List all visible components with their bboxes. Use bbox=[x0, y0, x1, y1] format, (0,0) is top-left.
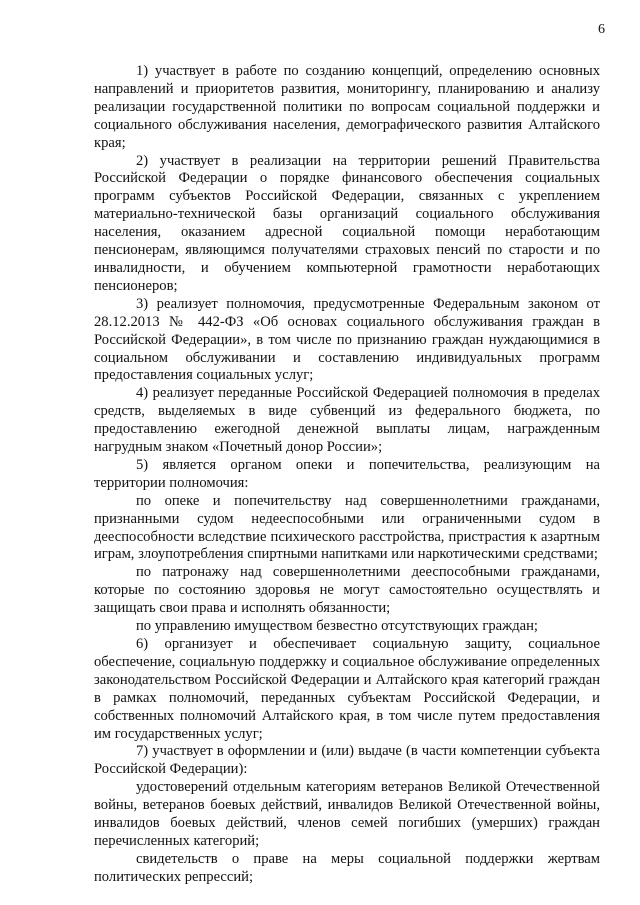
paragraph-5-guardianship: по опеке и попечительству над совершеннолетними гражданами, признанными судом недееспособными или ограниченными судом в дееспособности вследствие психического расстройства, пристрастия к азартным играм, злоупотребления спиртными напитками или наркотическими средствами; bbox=[94, 492, 600, 563]
paragraph-7-repression-certificates: свидетельств о праве на меры социальной поддержки жертвам политических репрессий; bbox=[94, 850, 600, 885]
paragraph-7: 7) участвует в оформлении и (или) выдаче (в части компетенции субъекта Российской Федерации): bbox=[94, 743, 600, 778]
paragraph-1: 1) участвует в работе по созданию концепций, определению основных направлений и приоритетов развития, мониторингу, планированию и анализу реализации государственной политики по вопросам социальной поддержки и социального обслуживания населения, демографического развития Алтайского края; bbox=[94, 63, 600, 151]
paragraph-5-patronage: по патронажу над совершеннолетними дееспособными гражданами, которые по состоянию здоровья не могут самостоятельно осуществлять и защищать свои права и исполнять обязанности; bbox=[94, 564, 600, 617]
paragraph-6: 6) организует и обеспечивает социальную защиту, социальное обеспечение, социальную поддержку и социальное обслуживание определенных законодательством Российской Федерации и Алтайского края категорий граждан в рамках полномочий, переданных субъектам Российской Федерации, и собственных полномочий Алтайского края, в том числе путем предоставления им государственных услуг; bbox=[94, 636, 600, 742]
paragraph-5-property: по управлению имуществом безвестно отсутствующих граждан; bbox=[136, 618, 538, 635]
paragraph-2: 2) участвует в реализации на территории решений Правительства Российской Федерации о порядке финансового обеспечения социальных программ субъектов Российской Федерации, связанных с укреплением материально-технической базы организаций социального обслуживания населения, оказанием адресной социальной помощи неработающим пенсионерам, являющимся получателями страховых пенсий по старости и по инвалидности, и обучением компьютерной грамотности неработающих пенсионеров; bbox=[94, 152, 600, 294]
paragraph-7-certificates: удостоверений отдельным категориям ветеранов Великой Отечественной войны, ветеранов боевых действий, инвалидов Великой Отечественной войны, инвалидов боевых действий, членов семей погибших (умерших) граждан перечисленных категорий; bbox=[94, 779, 600, 849]
page-number: 6 bbox=[598, 22, 605, 37]
paragraph-4: 4) реализует переданные Российской Федерацией полномочия в пределах средств, выделяемых в виде субвенций из федерального бюджета, по предоставлению ежегодной денежной выплаты лицам, награжденным нагрудным знаком «Почетный донор России»; bbox=[94, 385, 600, 456]
paragraph-5: 5) является органом опеки и попечительства, реализующим на территории полномочия: bbox=[94, 456, 600, 491]
document-body bbox=[94, 63, 600, 887]
paragraph-3: 3) реализует полномочия, предусмотренные Федеральным законом от 28.12.2013 № 442-ФЗ «Об основах социального обслуживания граждан в Российской Федерации», в том числе по признанию граждан нуждающимися в социальном обслуживании и составлению индивидуальных программ предоставления социальных услуг; bbox=[94, 295, 600, 384]
